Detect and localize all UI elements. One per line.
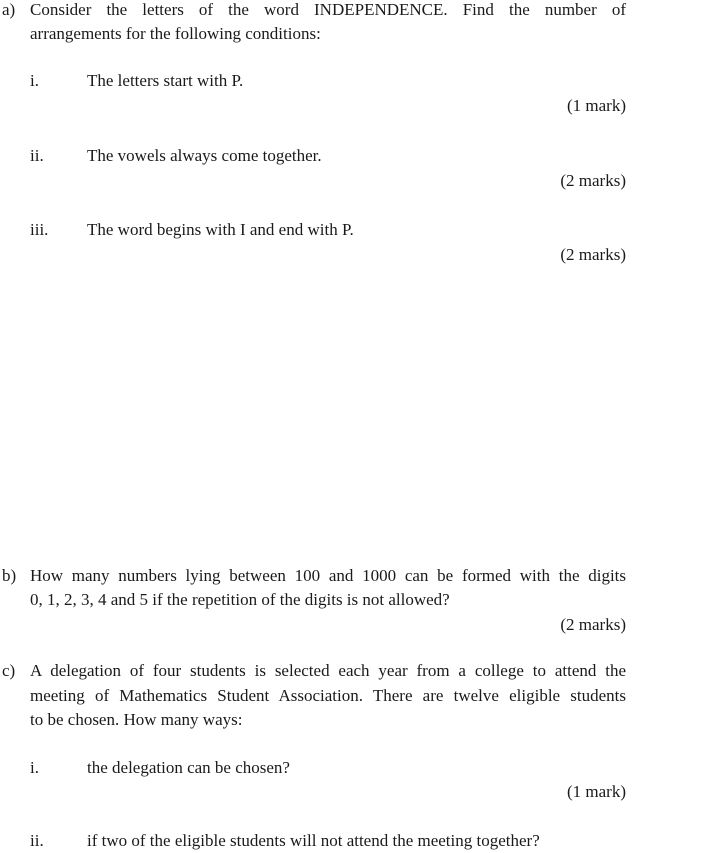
question-c-label: c) — [2, 661, 16, 680]
question-a-part-ii-text: The vowels always come together. — [87, 146, 322, 165]
question-c-part-i-marks: (1 mark) — [566, 782, 626, 801]
question-b-label: b) — [2, 566, 17, 585]
question-a-text-line-1: Consider the letters of the word INDEPENDENCE. Find the number of — [30, 0, 626, 19]
question-c-text-line-3: to be chosen. How many ways: — [30, 710, 243, 729]
question-b-text-line-2: 0, 1, 2, 3, 4 and 5 if the repetition of the digits is not allowed? — [30, 590, 450, 609]
question-a-text-line-2: arrangements for the following conditions: — [30, 24, 321, 43]
question-a-part-iii-marks: (2 marks) — [560, 245, 626, 264]
question-b-marks: (2 marks) — [560, 615, 626, 634]
question-c-text-line-2: meeting of Mathematics Student Association. There are twelve eligible students — [30, 686, 626, 705]
question-c-part-i-number: i. — [30, 758, 39, 777]
question-c-part-ii-text: if two of the eligible students will not attend the meeting together? — [87, 831, 540, 850]
question-a-part-iii-number: iii. — [30, 220, 49, 239]
question-a-part-i-marks: (1 mark) — [566, 96, 626, 115]
question-c-part-i-text: the delegation can be chosen? — [87, 758, 290, 777]
question-a-part-iii-text: The word begins with I and end with P. — [87, 220, 354, 239]
question-c-part-ii-number: ii. — [30, 831, 44, 850]
question-a-part-i-number: i. — [30, 71, 39, 90]
question-a-part-i-text: The letters start with P. — [87, 71, 244, 90]
question-a-part-ii-number: ii. — [30, 146, 44, 165]
question-b-text-line-1: How many numbers lying between 100 and 1000 can be formed with the digits — [30, 566, 626, 585]
question-c-text-line-1: A delegation of four students is selected each year from a college to attend the — [30, 661, 626, 680]
question-a-label: a) — [2, 0, 16, 19]
question-a-part-ii-marks: (2 marks) — [560, 171, 626, 190]
